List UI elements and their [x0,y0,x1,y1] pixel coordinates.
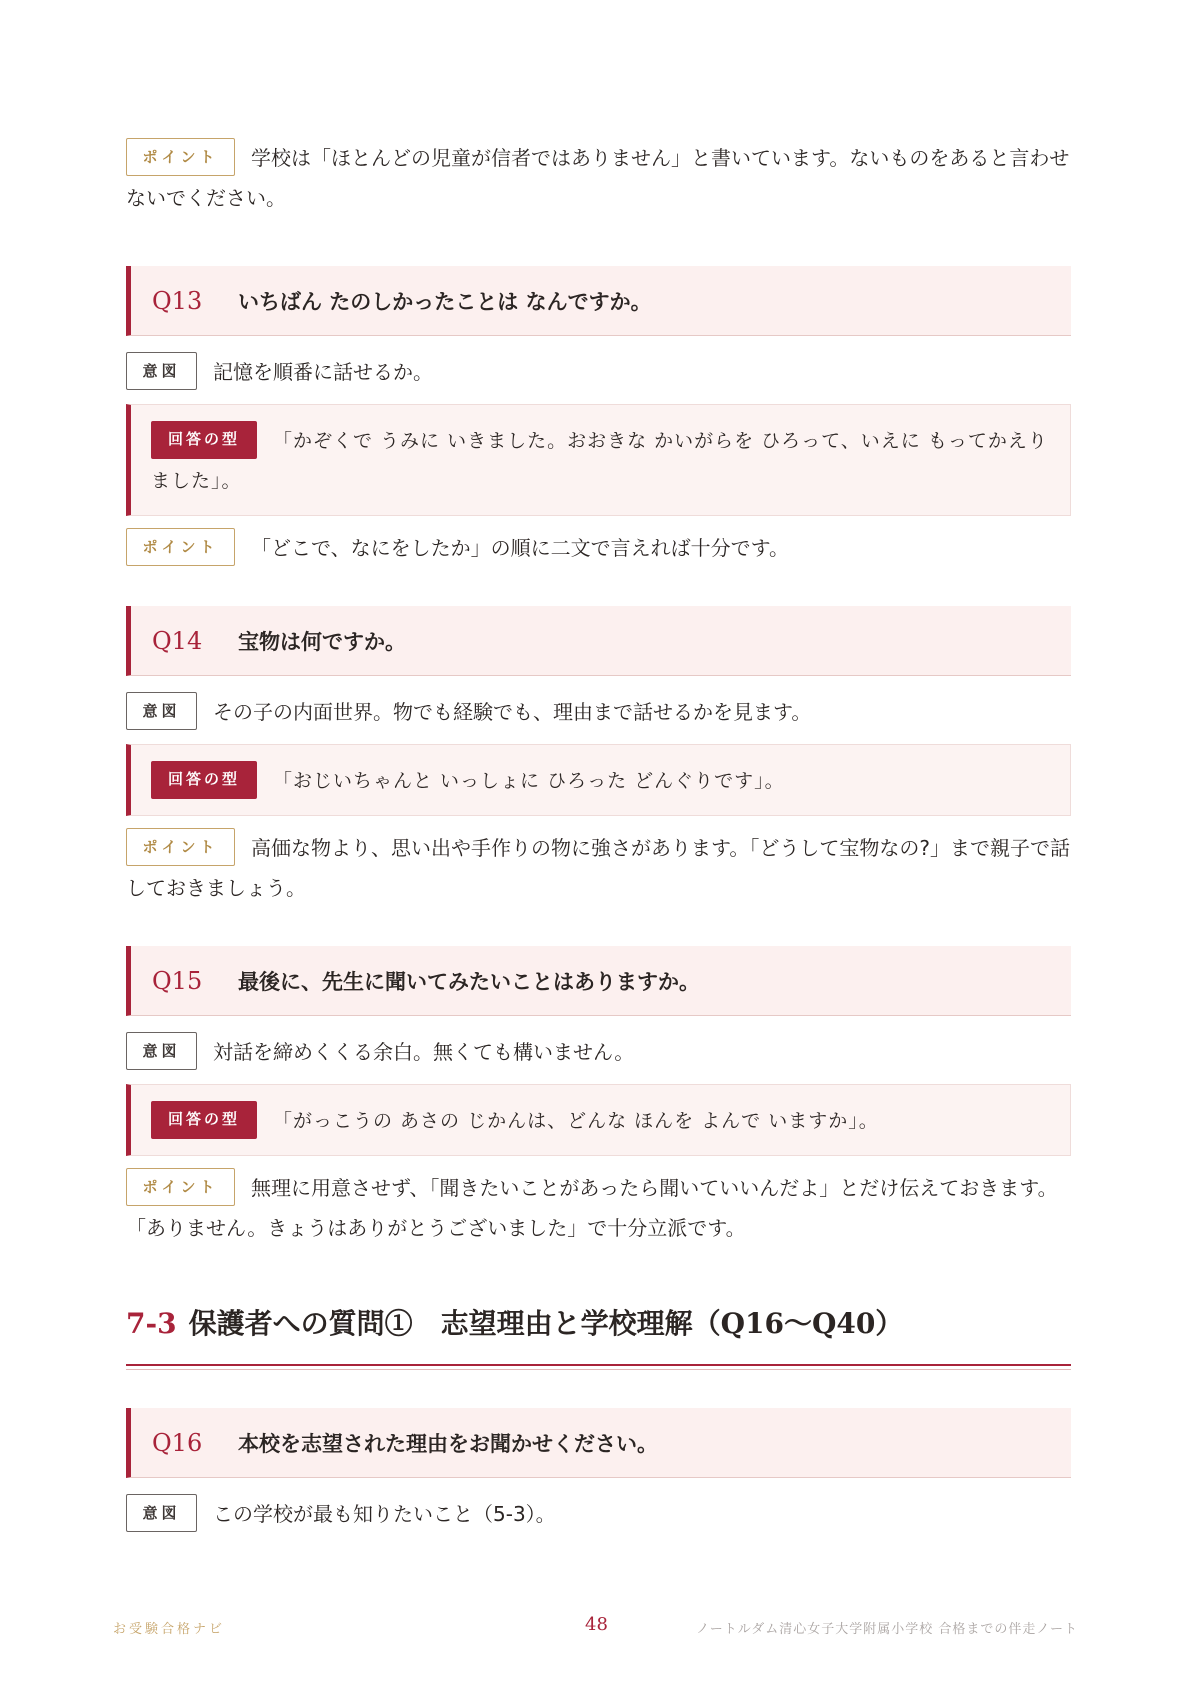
question-block-q13 [126,266,1071,568]
page-number: 48 [585,1614,608,1635]
point-text: 高価な物より、思い出や手作りの物に強さがあります。「どうして宝物なの?」まで親子で話しておきましょう。 [126,836,1071,900]
answer-text: 「かぞくで うみに いきました。おおきな かいがらを ひろって、いえに もってかえりました」。 [151,430,1048,492]
point-text: 学校は「ほとんどの児童が信者ではありません」と書いています。ないものをあると言わせないでください。 [126,146,1070,210]
intro-point [126,138,1071,218]
question-number: Q14 [152,626,203,655]
intent-text: この学校が最も知りたいこと（5-3）。 [213,1502,556,1526]
answer-box [126,1084,1071,1156]
question-text: 最後に、先生に聞いてみたいことはありますか。 [238,969,700,994]
point-row [126,528,1071,568]
point-label: ポイント [126,528,235,566]
intent-text: 記憶を順番に話せるか。 [213,360,433,384]
question-header [126,1408,1071,1478]
intent-row [126,1494,1071,1534]
intent-label: 意図 [126,1494,197,1532]
point-text: 「どこで、なにをしたか」の順に二文で言えれば十分です。 [251,536,789,560]
question-header [126,606,1071,676]
answer-label: 回答の型 [151,761,257,799]
answer-label: 回答の型 [151,1101,257,1139]
answer-text-wrap [151,761,1050,801]
answer-text: 「おじいちゃんと いっしょに ひろった どんぐりです」。 [273,770,785,792]
question-block-q14 [126,606,1071,908]
question-block-q15 [126,946,1071,1248]
question-text: いちばん たのしかったことは なんですか。 [238,289,652,314]
intent-text: その子の内面世界。物でも経験でも、理由まで話せるかを見ます。 [213,700,812,724]
intent-row [126,1032,1071,1072]
answer-label: 回答の型 [151,421,257,459]
footer-brand: お受験合格ナビ [113,1622,226,1637]
question-text: 本校を志望された理由をお聞かせください。 [238,1431,658,1456]
footer-title: ノートルダム清心女子大学附属小学校 合格までの伴走ノート [696,1622,1078,1637]
point-label: ポイント [126,828,235,866]
section-heading [126,1302,1071,1370]
section-title [126,1302,1071,1342]
question-header [126,266,1071,336]
answer-text-wrap [151,1101,1050,1141]
intent-label: 意図 [126,352,197,390]
section-title-text: 保護者への質問① 志望理由と学校理解（Q16〜Q40） [188,1307,904,1340]
question-text: 宝物は何ですか。 [238,629,406,654]
question-number: Q15 [152,966,203,995]
question-number: Q16 [152,1428,203,1457]
question-block-q16 [126,1408,1071,1534]
answer-text: 「がっこうの あさの じかんは、どんな ほんを よんで いますか」。 [273,1110,879,1132]
question-header [126,946,1071,1016]
point-row [126,1168,1071,1248]
section-number: 7-3 [126,1307,177,1340]
point-row [126,828,1071,908]
point-text: 無理に用意させず、「聞きたいことがあったら聞いていいんだよ」とだけ伝えておきます。「ありません。きょうはありがとうございました」で十分立派です。 [126,1176,1058,1240]
section-divider [126,1364,1071,1370]
intent-label: 意図 [126,692,197,730]
answer-box [126,404,1071,516]
answer-text-wrap [151,421,1050,501]
question-number: Q13 [152,286,203,315]
answer-box [126,744,1071,816]
intent-row [126,692,1071,732]
intent-text: 対話を締めくくる余白。無くても構いません。 [213,1040,635,1064]
page-content [126,138,1071,1534]
intent-label: 意図 [126,1032,197,1070]
point-label: ポイント [126,1168,235,1206]
point-label: ポイント [126,138,235,176]
intent-row [126,352,1071,392]
